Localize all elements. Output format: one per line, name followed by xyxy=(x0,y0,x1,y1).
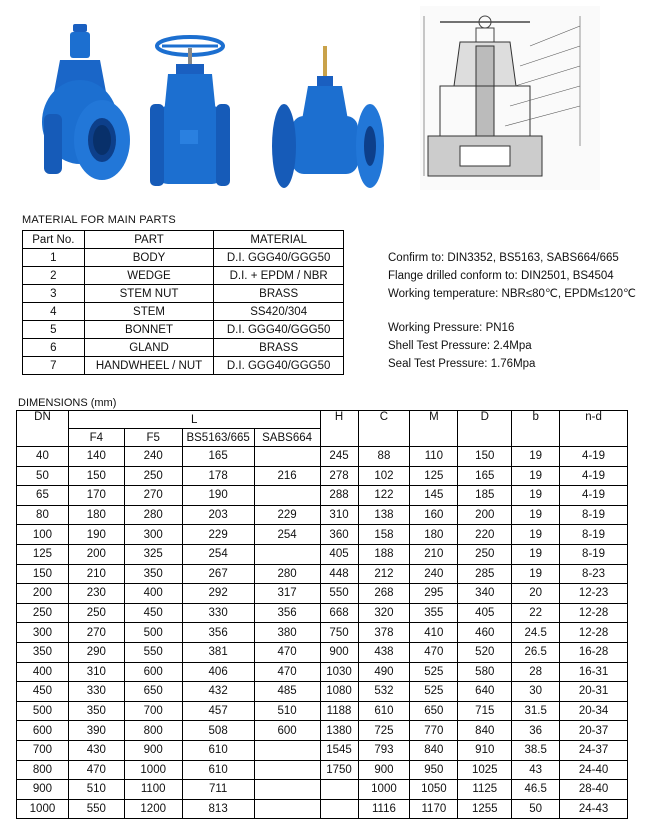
spec-line: Confirm to: DIN3352, BS5163, SABS664/665 xyxy=(388,252,619,264)
table-cell: 20-37 xyxy=(560,721,628,741)
table-cell: 100 xyxy=(17,525,69,545)
table-cell xyxy=(254,740,320,760)
table-cell: 470 xyxy=(254,642,320,662)
dimensions-table xyxy=(16,410,628,819)
dimensions-row xyxy=(17,603,628,623)
table-cell: 650 xyxy=(124,682,182,702)
table-cell: 350 xyxy=(17,642,69,662)
table-cell: 600 xyxy=(254,721,320,741)
table-cell: 250 xyxy=(124,466,182,486)
dim-header-b: b xyxy=(512,411,560,447)
table-cell: 7 xyxy=(23,357,85,375)
table-cell: 457 xyxy=(182,701,254,721)
table-cell: 1050 xyxy=(410,780,458,800)
table-cell: 28 xyxy=(512,662,560,682)
table-cell: 380 xyxy=(254,623,320,643)
dimensions-row xyxy=(17,780,628,800)
table-cell: 46.5 xyxy=(512,780,560,800)
table-cell: 813 xyxy=(182,799,254,819)
table-cell: 550 xyxy=(68,799,124,819)
table-cell: 700 xyxy=(17,740,69,760)
table-cell xyxy=(254,447,320,467)
table-cell: 525 xyxy=(410,682,458,702)
table-cell: 470 xyxy=(68,760,124,780)
table-cell: 550 xyxy=(124,642,182,662)
materials-header: PART xyxy=(84,231,214,249)
valve-photo-3 xyxy=(270,46,390,191)
table-cell: 310 xyxy=(320,505,358,525)
table-cell: 280 xyxy=(124,505,182,525)
table-cell: D.I. GGG40/GGG50 xyxy=(214,249,344,267)
table-cell: 203 xyxy=(182,505,254,525)
table-cell: 278 xyxy=(320,466,358,486)
materials-row xyxy=(23,249,344,267)
table-cell: 145 xyxy=(410,486,458,506)
table-cell: 1116 xyxy=(358,799,410,819)
table-cell: 110 xyxy=(410,447,458,467)
table-cell: BONNET xyxy=(84,321,214,339)
table-cell: 650 xyxy=(410,701,458,721)
spec-line: Seal Test Pressure: 1.76Mpa xyxy=(388,358,536,370)
table-cell: 290 xyxy=(68,642,124,662)
table-cell: 160 xyxy=(410,505,458,525)
materials-row xyxy=(23,339,344,357)
table-cell: 510 xyxy=(68,780,124,800)
table-cell: BRASS xyxy=(214,285,344,303)
table-cell: 1000 xyxy=(358,780,410,800)
table-cell: 2 xyxy=(23,267,85,285)
dimensions-row xyxy=(17,544,628,564)
table-cell: 330 xyxy=(68,682,124,702)
table-cell: 490 xyxy=(358,662,410,682)
table-cell: 640 xyxy=(458,682,512,702)
table-cell: 1000 xyxy=(124,760,182,780)
table-cell: 125 xyxy=(17,544,69,564)
table-cell: 140 xyxy=(68,447,124,467)
table-cell: 240 xyxy=(410,564,458,584)
table-cell: 165 xyxy=(458,466,512,486)
table-cell: 31.5 xyxy=(512,701,560,721)
table-cell: 400 xyxy=(124,584,182,604)
table-cell: 185 xyxy=(458,486,512,506)
table-cell: 8-19 xyxy=(560,544,628,564)
table-cell: 405 xyxy=(458,603,512,623)
table-cell: 150 xyxy=(458,447,512,467)
table-cell: 610 xyxy=(182,760,254,780)
table-cell: 19 xyxy=(512,486,560,506)
table-cell: 350 xyxy=(68,701,124,721)
materials-table xyxy=(22,230,344,375)
table-cell: 910 xyxy=(458,740,512,760)
table-cell: 24.5 xyxy=(512,623,560,643)
table-cell: 450 xyxy=(17,682,69,702)
table-cell: D.I. GGG40/GGG50 xyxy=(214,357,344,375)
table-cell: 19 xyxy=(512,525,560,545)
table-cell: 270 xyxy=(124,486,182,506)
table-cell: 138 xyxy=(358,505,410,525)
table-cell: 410 xyxy=(410,623,458,643)
table-cell: 19 xyxy=(512,564,560,584)
table-cell: GLAND xyxy=(84,339,214,357)
table-cell: 3 xyxy=(23,285,85,303)
table-cell: 510 xyxy=(254,701,320,721)
table-cell: 378 xyxy=(358,623,410,643)
table-cell: 190 xyxy=(68,525,124,545)
table-cell: 350 xyxy=(124,564,182,584)
spec-line: Flange drilled conform to: DIN2501, BS4504 xyxy=(388,270,614,282)
table-cell: 230 xyxy=(68,584,124,604)
table-cell: 210 xyxy=(410,544,458,564)
materials-header: Part No. xyxy=(23,231,85,249)
dim-header-sabs: SABS664 xyxy=(254,429,320,447)
table-cell: 1080 xyxy=(320,682,358,702)
table-cell: 1125 xyxy=(458,780,512,800)
table-cell: 460 xyxy=(458,623,512,643)
table-cell: 405 xyxy=(320,544,358,564)
table-cell: 22 xyxy=(512,603,560,623)
table-cell: 170 xyxy=(68,486,124,506)
table-cell: 254 xyxy=(254,525,320,545)
table-cell: 1545 xyxy=(320,740,358,760)
dimensions-row xyxy=(17,505,628,525)
table-cell: 8-19 xyxy=(560,525,628,545)
table-cell xyxy=(254,760,320,780)
spec-line: Shell Test Pressure: 2.4Mpa xyxy=(388,340,532,352)
materials-header: MATERIAL xyxy=(214,231,344,249)
table-cell: D.I. + EPDM / NBR xyxy=(214,267,344,285)
table-cell xyxy=(254,486,320,506)
table-cell: 800 xyxy=(124,721,182,741)
table-cell: 178 xyxy=(182,466,254,486)
table-cell: 267 xyxy=(182,564,254,584)
table-cell: 700 xyxy=(124,701,182,721)
materials-row xyxy=(23,321,344,339)
table-cell: 16-31 xyxy=(560,662,628,682)
table-cell: 5 xyxy=(23,321,85,339)
table-cell: 210 xyxy=(68,564,124,584)
materials-row xyxy=(23,267,344,285)
dim-header-bs: BS5163/665 xyxy=(182,429,254,447)
dimensions-row xyxy=(17,447,628,467)
table-cell: 188 xyxy=(358,544,410,564)
table-cell: 12-28 xyxy=(560,603,628,623)
table-cell: 36 xyxy=(512,721,560,741)
table-cell: 300 xyxy=(17,623,69,643)
dimensions-row xyxy=(17,525,628,545)
table-cell: 158 xyxy=(358,525,410,545)
table-cell: STEM xyxy=(84,303,214,321)
table-cell: 26.5 xyxy=(512,642,560,662)
spec-notes xyxy=(388,249,636,373)
table-cell: 43 xyxy=(512,760,560,780)
table-cell: 325 xyxy=(124,544,182,564)
table-cell: 180 xyxy=(410,525,458,545)
table-cell: 1000 xyxy=(17,799,69,819)
table-cell: 340 xyxy=(458,584,512,604)
spec-line: Working temperature: NBR≤80℃, EPDM≤120℃ xyxy=(388,288,636,300)
table-cell: 250 xyxy=(17,603,69,623)
table-cell: 200 xyxy=(17,584,69,604)
table-cell: 525 xyxy=(410,662,458,682)
table-cell: 190 xyxy=(182,486,254,506)
table-cell: 580 xyxy=(458,662,512,682)
table-cell: WEDGE xyxy=(84,267,214,285)
table-cell: 19 xyxy=(512,505,560,525)
table-cell: 28-40 xyxy=(560,780,628,800)
dim-header-dn: DN xyxy=(17,411,69,447)
table-cell: 38.5 xyxy=(512,740,560,760)
table-cell: 750 xyxy=(320,623,358,643)
dim-header-f5: F5 xyxy=(124,429,182,447)
dimensions-row xyxy=(17,760,628,780)
table-cell: 800 xyxy=(17,760,69,780)
table-cell: 40 xyxy=(17,447,69,467)
table-cell: 1380 xyxy=(320,721,358,741)
table-cell: 4-19 xyxy=(560,486,628,506)
table-cell: 320 xyxy=(358,603,410,623)
table-cell: 600 xyxy=(124,662,182,682)
table-cell: 438 xyxy=(358,642,410,662)
table-cell: STEM NUT xyxy=(84,285,214,303)
table-cell: 295 xyxy=(410,584,458,604)
dimensions-row xyxy=(17,740,628,760)
dimensions-row xyxy=(17,642,628,662)
table-cell xyxy=(254,780,320,800)
table-cell: BODY xyxy=(84,249,214,267)
dimensions-row xyxy=(17,721,628,741)
table-cell: 725 xyxy=(358,721,410,741)
table-cell: 390 xyxy=(68,721,124,741)
table-cell: 200 xyxy=(458,505,512,525)
table-cell: 355 xyxy=(410,603,458,623)
table-cell: 532 xyxy=(358,682,410,702)
dimensions-title: DIMENSIONS (mm) xyxy=(18,397,117,409)
table-cell: 220 xyxy=(458,525,512,545)
table-cell: 268 xyxy=(358,584,410,604)
table-cell: BRASS xyxy=(214,339,344,357)
dimensions-row xyxy=(17,682,628,702)
table-cell: 950 xyxy=(410,760,458,780)
table-cell: 360 xyxy=(320,525,358,545)
spec-line: Working Pressure: PN16 xyxy=(388,322,515,334)
dimensions-row xyxy=(17,799,628,819)
table-cell: 1025 xyxy=(458,760,512,780)
table-cell: 180 xyxy=(68,505,124,525)
table-cell: 229 xyxy=(254,505,320,525)
table-cell: 150 xyxy=(68,466,124,486)
table-cell: 470 xyxy=(410,642,458,662)
table-cell: 12-23 xyxy=(560,584,628,604)
table-cell: 1188 xyxy=(320,701,358,721)
table-cell: 6 xyxy=(23,339,85,357)
table-cell: 24-37 xyxy=(560,740,628,760)
table-cell: 19 xyxy=(512,466,560,486)
dim-header-m: M xyxy=(410,411,458,447)
table-cell: 840 xyxy=(458,721,512,741)
table-cell: 20 xyxy=(512,584,560,604)
table-cell: 16-28 xyxy=(560,642,628,662)
table-cell xyxy=(320,799,358,819)
table-cell: 610 xyxy=(182,740,254,760)
dim-header-l: L xyxy=(68,411,320,429)
table-cell: 508 xyxy=(182,721,254,741)
dimensions-row xyxy=(17,662,628,682)
table-cell: 381 xyxy=(182,642,254,662)
table-cell: 1030 xyxy=(320,662,358,682)
table-cell: HANDWHEEL / NUT xyxy=(84,357,214,375)
table-cell: 20-34 xyxy=(560,701,628,721)
dimensions-row xyxy=(17,564,628,584)
table-cell: 600 xyxy=(17,721,69,741)
table-cell: 254 xyxy=(182,544,254,564)
dim-header-c: C xyxy=(358,411,410,447)
dim-header-nd: n-d xyxy=(560,411,628,447)
materials-row xyxy=(23,357,344,375)
dim-header-f4: F4 xyxy=(68,429,124,447)
table-cell: 20-31 xyxy=(560,682,628,702)
table-cell: 4-19 xyxy=(560,466,628,486)
valve-photo-2 xyxy=(150,34,230,194)
dimensions-row xyxy=(17,466,628,486)
table-cell: 24-43 xyxy=(560,799,628,819)
table-cell: D.I. GGG40/GGG50 xyxy=(214,321,344,339)
table-cell: 500 xyxy=(17,701,69,721)
table-cell: 711 xyxy=(182,780,254,800)
table-cell: 8-19 xyxy=(560,505,628,525)
table-cell: 1750 xyxy=(320,760,358,780)
table-cell: 550 xyxy=(320,584,358,604)
table-cell: 900 xyxy=(358,760,410,780)
table-cell: 102 xyxy=(358,466,410,486)
dim-header-d: D xyxy=(458,411,512,447)
table-cell: 450 xyxy=(124,603,182,623)
table-cell: 840 xyxy=(410,740,458,760)
table-cell: 50 xyxy=(512,799,560,819)
table-cell: 432 xyxy=(182,682,254,702)
table-cell: 406 xyxy=(182,662,254,682)
table-cell: 8-23 xyxy=(560,564,628,584)
table-cell: 770 xyxy=(410,721,458,741)
table-cell: 448 xyxy=(320,564,358,584)
dimensions-row xyxy=(17,623,628,643)
table-cell: 12-28 xyxy=(560,623,628,643)
dimensions-row xyxy=(17,584,628,604)
dim-header-h: H xyxy=(320,411,358,447)
table-cell: 165 xyxy=(182,447,254,467)
table-cell: 250 xyxy=(68,603,124,623)
table-cell: 1170 xyxy=(410,799,458,819)
table-cell: 122 xyxy=(358,486,410,506)
table-cell xyxy=(254,799,320,819)
table-cell: 470 xyxy=(254,662,320,682)
table-cell: 310 xyxy=(68,662,124,682)
dimensions-row xyxy=(17,701,628,721)
table-cell: 245 xyxy=(320,447,358,467)
table-cell: 240 xyxy=(124,447,182,467)
materials-title: MATERIAL FOR MAIN PARTS xyxy=(22,214,176,226)
table-cell: 150 xyxy=(17,564,69,584)
table-cell: 24-40 xyxy=(560,760,628,780)
table-cell: 50 xyxy=(17,466,69,486)
table-cell: 19 xyxy=(512,447,560,467)
table-cell: 900 xyxy=(17,780,69,800)
table-cell: 250 xyxy=(458,544,512,564)
table-cell: 330 xyxy=(182,603,254,623)
table-cell: 285 xyxy=(458,564,512,584)
table-cell: 1255 xyxy=(458,799,512,819)
materials-row xyxy=(23,303,344,321)
table-cell: 229 xyxy=(182,525,254,545)
table-cell xyxy=(254,544,320,564)
table-cell: 520 xyxy=(458,642,512,662)
table-cell: 317 xyxy=(254,584,320,604)
table-cell: SS420/304 xyxy=(214,303,344,321)
table-cell: 430 xyxy=(68,740,124,760)
valve-section-drawing xyxy=(420,6,600,190)
table-cell: 356 xyxy=(182,623,254,643)
table-cell: 900 xyxy=(124,740,182,760)
table-cell: 30 xyxy=(512,682,560,702)
table-cell: 216 xyxy=(254,466,320,486)
table-cell: 356 xyxy=(254,603,320,623)
table-cell: 1 xyxy=(23,249,85,267)
table-cell: 300 xyxy=(124,525,182,545)
table-cell: 793 xyxy=(358,740,410,760)
table-cell: 80 xyxy=(17,505,69,525)
table-cell: 212 xyxy=(358,564,410,584)
table-cell: 292 xyxy=(182,584,254,604)
table-cell: 1200 xyxy=(124,799,182,819)
table-cell: 280 xyxy=(254,564,320,584)
table-cell: 125 xyxy=(410,466,458,486)
table-cell: 900 xyxy=(320,642,358,662)
table-cell: 200 xyxy=(68,544,124,564)
table-cell: 400 xyxy=(17,662,69,682)
table-cell: 270 xyxy=(68,623,124,643)
table-cell xyxy=(320,780,358,800)
table-cell: 19 xyxy=(512,544,560,564)
dimensions-row xyxy=(17,486,628,506)
table-cell: 715 xyxy=(458,701,512,721)
table-cell: 88 xyxy=(358,447,410,467)
valve-photo-1 xyxy=(40,22,140,192)
table-cell: 4 xyxy=(23,303,85,321)
table-cell: 500 xyxy=(124,623,182,643)
table-cell: 610 xyxy=(358,701,410,721)
table-cell: 4-19 xyxy=(560,447,628,467)
table-cell: 485 xyxy=(254,682,320,702)
table-cell: 65 xyxy=(17,486,69,506)
materials-row xyxy=(23,285,344,303)
table-cell: 288 xyxy=(320,486,358,506)
table-cell: 1100 xyxy=(124,780,182,800)
table-cell: 668 xyxy=(320,603,358,623)
